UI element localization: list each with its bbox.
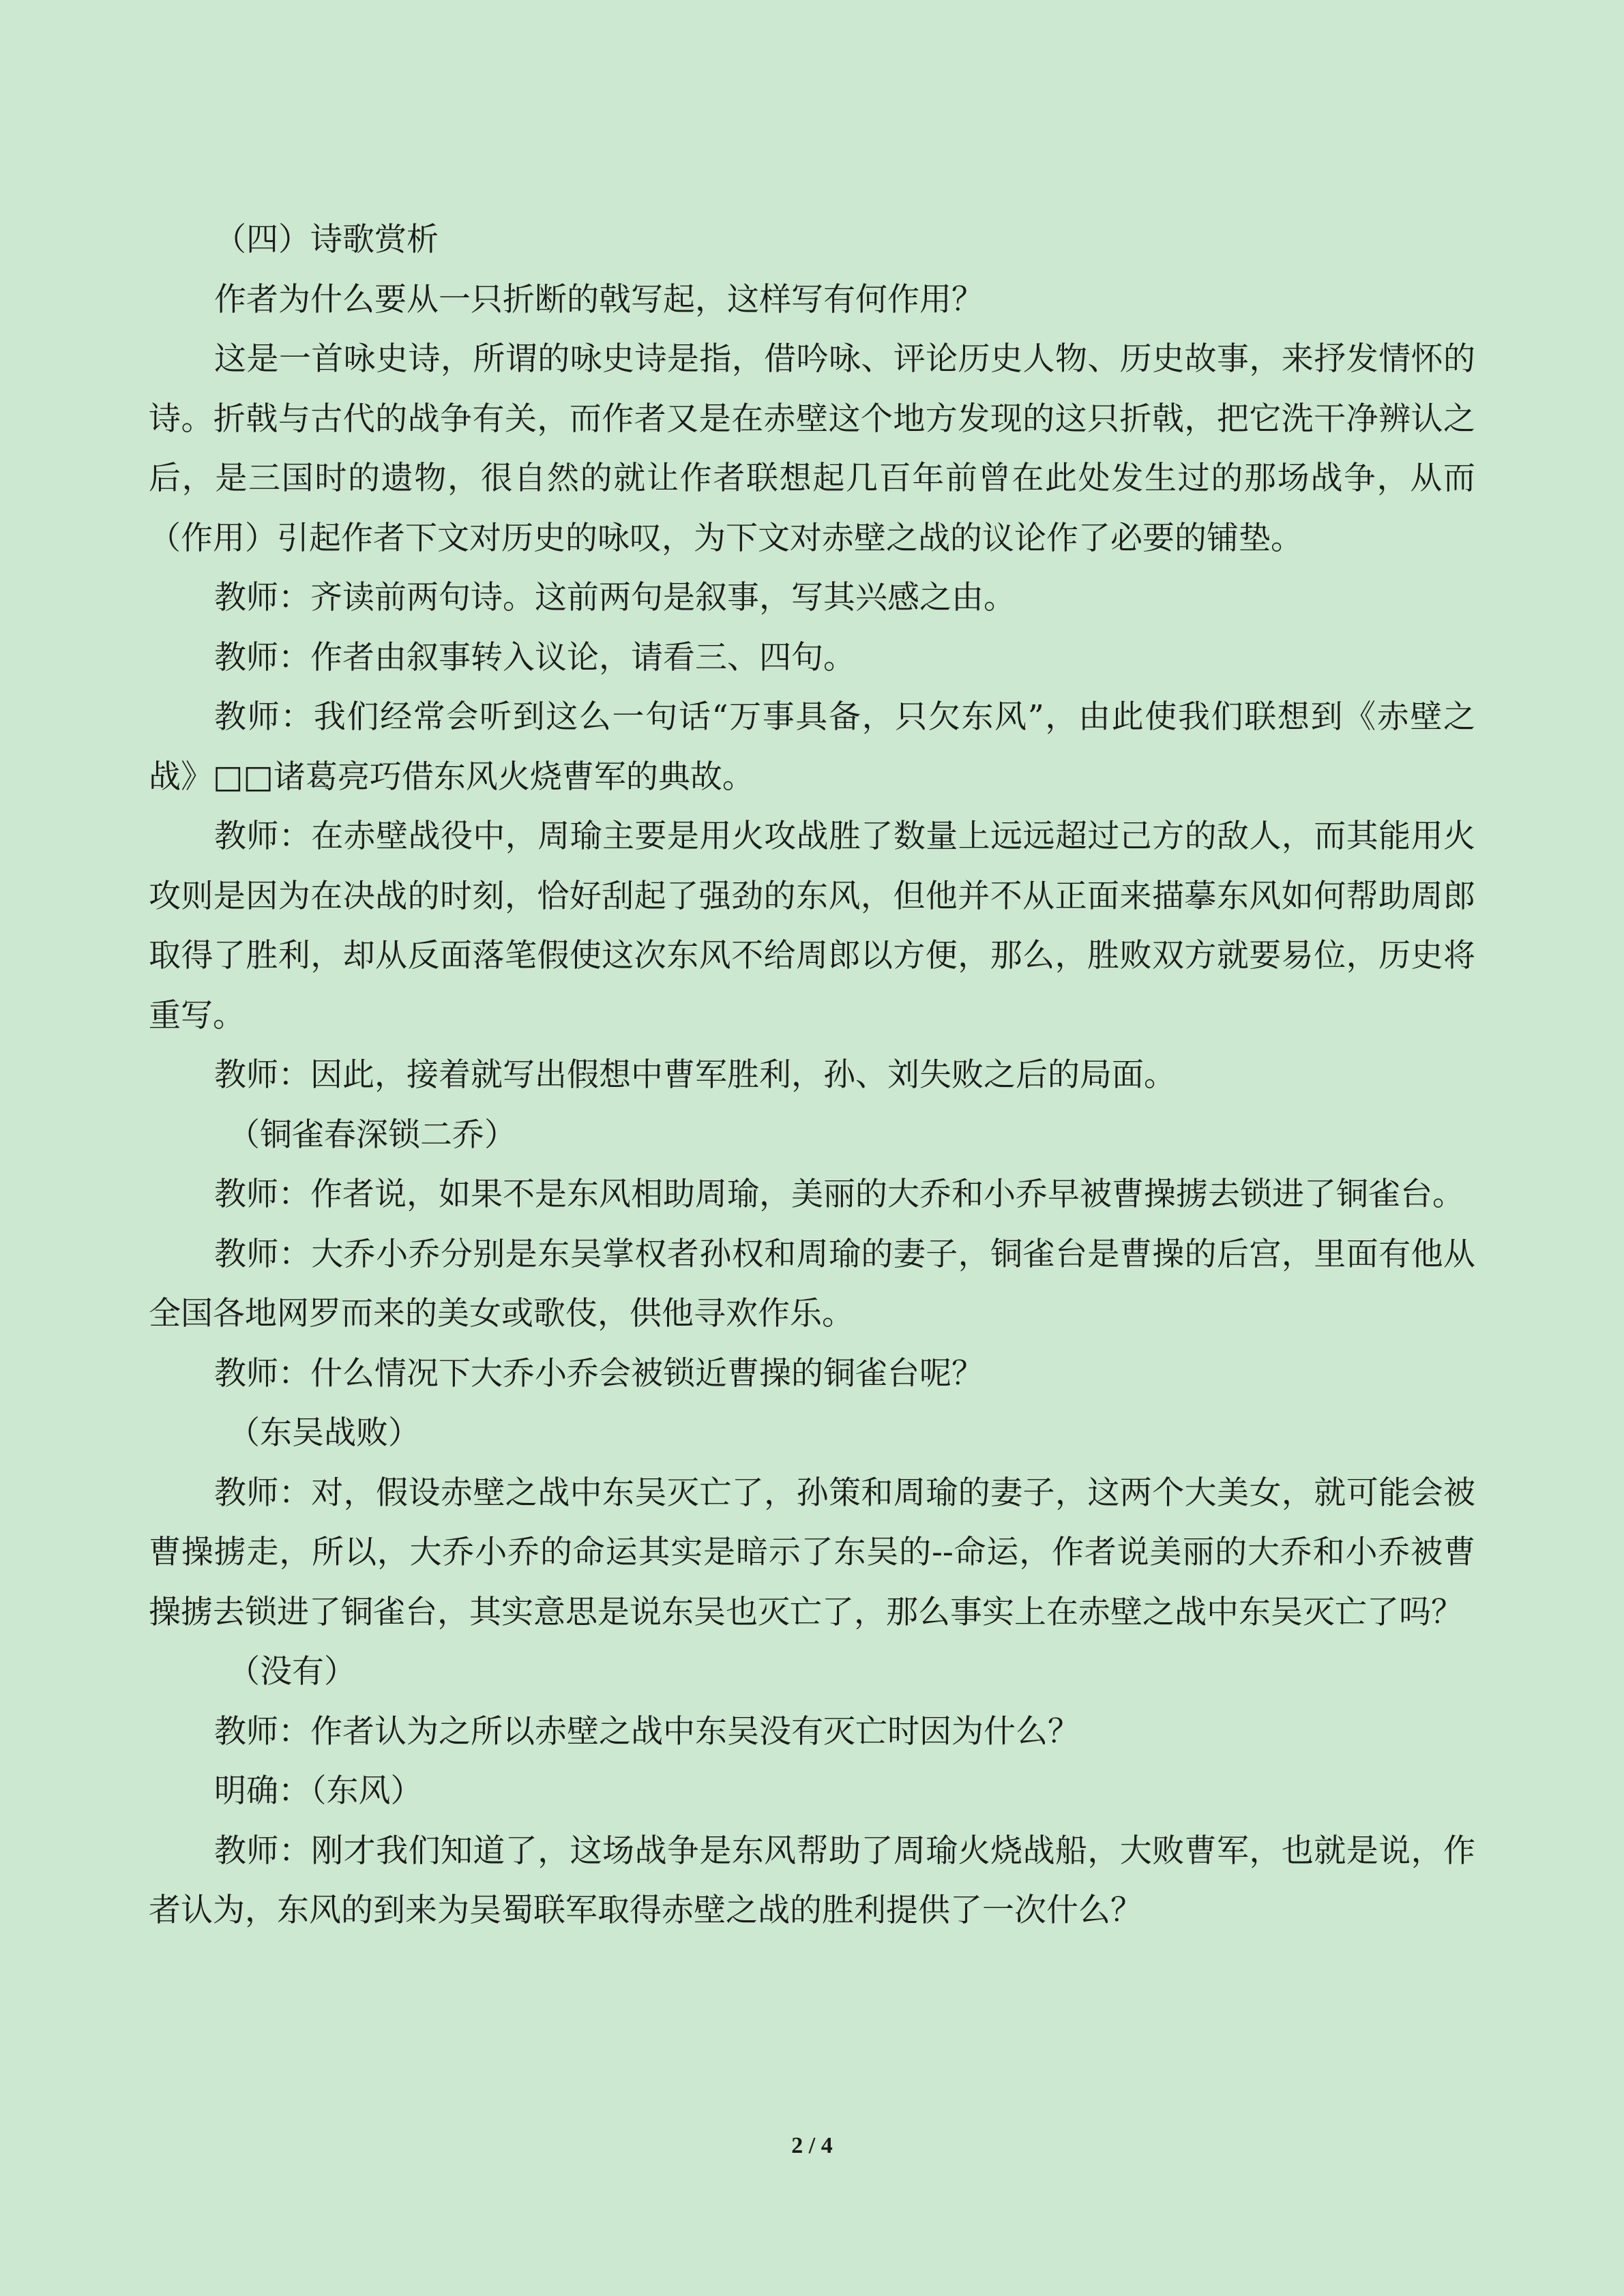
- teacher-paragraph: 教师：大乔小乔分别是东吴掌权者孙权和周瑜的妻子，铜雀台是曹操的后宫，里面有他从全国各地网罗而来的美女或歌伎，供他寻欢作乐。: [149, 1235, 1475, 1332]
- page-number: 2 / 4: [791, 2133, 833, 2158]
- teacher-paragraph: 教师：作者认为之所以赤壁之战中东吴没有灭亡时因为什么？: [214, 1712, 1080, 1750]
- teacher-paragraph: 教师：刚才我们知道了，这场战争是东风帮助了周瑜火烧战船，大败曹军，也就是说，作者认为，东风的到来为吴蜀联军取得赤壁之战的胜利提供了一次什么？: [149, 1832, 1475, 1929]
- student-answer: （铜雀春深锁二乔）: [228, 1116, 516, 1154]
- teacher-paragraph: 教师：因此，接着就写出假想中曹军胜利，孙、刘失败之后的局面。: [214, 1056, 1176, 1094]
- teacher-paragraph: 教师：齐读前两句诗。这前两句是叙事，写其兴感之由。: [214, 579, 1016, 616]
- student-answer: （东吴战败）: [228, 1414, 420, 1452]
- clarification-paragraph: 明确：（东风）: [214, 1772, 423, 1810]
- student-answer: （没有）: [228, 1653, 356, 1690]
- teacher-paragraph: 教师：作者说，如果不是东风相助周瑜，美丽的大乔和小乔早被曹操掳去锁进了铜雀台。: [214, 1176, 1464, 1213]
- teacher-paragraph: 教师：我们经常会听到这么一句话“万事具备，只欠东风”，由此使我们联想到《赤壁之战》□□诸葛亮巧借东风火烧曹军的典故。: [149, 698, 1475, 796]
- section-heading: （四）诗歌赏析: [214, 221, 439, 258]
- teacher-paragraph: 教师：对，假设赤壁之战中东吴灭亡了，孙策和周瑜的妻子，这两个大美女，就可能会被曹操掳走，所以，大乔小乔的命运其实是暗示了东吴的--命运，作者说美丽的大乔和小乔被曹操掳去锁进了铜雀台，其实意思是说东吴也灭亡了，那么事实上在赤壁之战中东吴灭亡了吗？: [149, 1474, 1475, 1631]
- teacher-paragraph: 教师：在赤壁战役中，周瑜主要是用火攻战胜了数量上远远超过己方的敌人，而其能用火攻则是因为在决战的时刻，恰好刮起了强劲的东风，但他并不从正面来描摹东风如何帮助周郎取得了胜利，却从反面落笔假使这次东风不给周郎以方便，那么，胜败双方就要易位，历史将重写。: [149, 818, 1475, 1034]
- teacher-paragraph: 教师：作者由叙事转入议论，请看三、四句。: [214, 638, 855, 676]
- document-body: [149, 210, 1475, 1941]
- teacher-paragraph: 教师：什么情况下大乔小乔会被锁近曹操的铜雀台呢？: [214, 1354, 984, 1392]
- body-paragraph: 这是一首咏史诗，所谓的咏史诗是指，借吟咏、评论历史人物、历史故事，来抒发情怀的诗。折戟与古代的战争有关，而作者又是在赤壁这个地方发现的这只折戟，把它洗干净辨认之后，是三国时的遗物，很自然的就让作者联想起几百年前曾在此处发生过的那场战争，从而（作用）引起作者下文对历史的咏叹，为下文对赤壁之战的议论作了必要的铺垫。: [149, 340, 1475, 557]
- question-paragraph: 作者为什么要从一只折断的戟写起，这样写有何作用？: [214, 280, 984, 318]
